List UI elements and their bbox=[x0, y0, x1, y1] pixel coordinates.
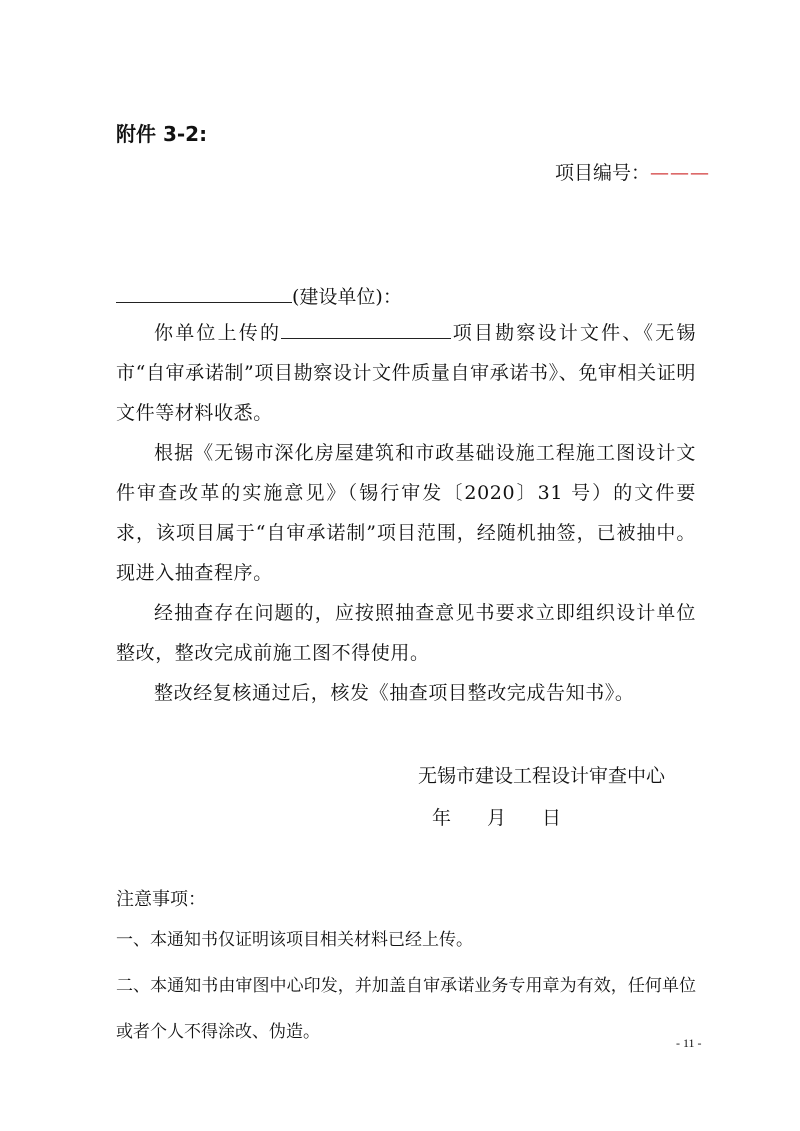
paragraph-review: 整改经复核通过后，核发《抽查项目整改完成告知书》。 bbox=[154, 682, 635, 704]
notes-title: 注意事项： bbox=[116, 889, 206, 910]
addressee-suffix: (建设单位)： bbox=[292, 286, 402, 308]
issuer-name: 无锡市建设工程设计审查中心 bbox=[418, 765, 666, 787]
paragraph-receipt bbox=[116, 313, 696, 433]
note-item-2: 二、本通知书由审图中心印发，并加盖自审承诺业务专用章为有效，任何单位或者个人不得涂改、伪造。 bbox=[116, 976, 696, 1042]
paragraph-rectification: 经抽查存在问题的，应按照抽查意见书要求立即组织设计单位整改，整改完成前施工图不得使用。 bbox=[116, 602, 696, 664]
signature-date bbox=[432, 803, 597, 830]
date-year: 年 bbox=[432, 807, 452, 829]
paragraph-basis: 根据《无锡市深化房屋建筑和市政基础设施工程施工图设计文件审查改革的实施意见》（锡行审发〔2020〕31 号）的文件要求，该项目属于“自审承诺制”项目范围，经随机抽签，已被抽中。现进入抽查程序。 bbox=[116, 442, 696, 584]
project-number-label: 项目编号： bbox=[555, 162, 651, 184]
project-number bbox=[555, 158, 710, 185]
paragraph-receipt-rest: 项目勘察设计文件、《无锡市“自审承诺制”项目勘察设计文件质量自审承诺书》、免审相关证明文件等材料收悉。 bbox=[116, 322, 696, 424]
addressee-line bbox=[116, 282, 402, 309]
paragraph-receipt-start: 你单位上传的 bbox=[154, 322, 282, 344]
addressee-blank bbox=[116, 282, 292, 303]
attachment-label: 附件 3-2: bbox=[116, 122, 208, 146]
date-month: 月 bbox=[487, 807, 507, 829]
date-day: 日 bbox=[542, 807, 562, 829]
project-name-blank bbox=[281, 318, 451, 339]
page-number: - 11 - bbox=[676, 1036, 702, 1050]
note-item-1: 一、本通知书仅证明该项目相关材料已经上传。 bbox=[116, 930, 473, 950]
project-number-value: ——— bbox=[650, 162, 711, 184]
